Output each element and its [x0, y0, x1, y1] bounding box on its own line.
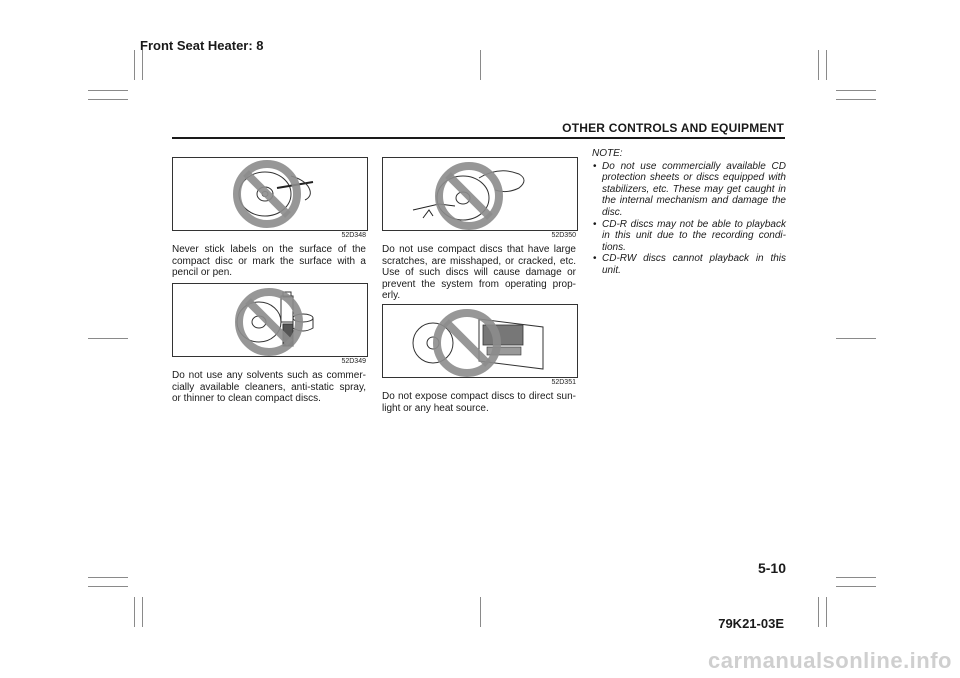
running-header: Front Seat Heater: 8 [140, 38, 264, 53]
figure-code: 52D349 [341, 358, 366, 365]
crop-mark [826, 597, 827, 627]
section-title: OTHER CONTROLS AND EQUIPMENT [562, 121, 784, 135]
figure-disc-heat [382, 304, 578, 378]
disc-heat-illustration [383, 305, 577, 377]
crop-mark [818, 50, 819, 80]
figure-disc-pen [172, 157, 368, 231]
watermark: carmanualsonline.info [708, 648, 952, 673]
figure-code: 52D348 [341, 232, 366, 239]
note-item: • CD-R discs may not be able to playback in this unit due to the recording condi-tions. [592, 219, 786, 254]
figure-disc-cracked [382, 157, 578, 231]
crop-mark [480, 597, 481, 627]
note-list [592, 161, 786, 277]
crop-mark [480, 50, 481, 80]
header-rule [172, 137, 785, 139]
crop-mark [836, 586, 876, 587]
page-number: 5-10 [757, 560, 786, 576]
paragraph: Do not expose compact discs to direct sun-light or any heat source. [382, 391, 576, 414]
crop-mark [836, 338, 876, 339]
paragraph: Do not use compact discs that have large scratches, are misshaped, or cracked, etc. Use of such discs will cause damage or prevent the system from operating prop-erly. [382, 244, 576, 302]
disc-pen-illustration [173, 158, 367, 230]
prohibition-icon [237, 164, 297, 224]
document-code: 79K21-03E [718, 616, 784, 631]
paragraph: Do not use any solvents such as commer-cially available cleaners, anti-static spray, or thinner to clean compact discs. [172, 370, 366, 405]
crop-mark [818, 597, 819, 627]
crop-mark [134, 597, 135, 627]
crop-mark [88, 338, 128, 339]
figure-disc-solvents [172, 283, 368, 357]
crop-mark [836, 577, 876, 578]
note-box [592, 148, 786, 277]
figure-code: 52D350 [551, 232, 576, 239]
crop-mark [88, 577, 128, 578]
prohibition-icon [439, 166, 499, 226]
crop-mark [88, 586, 128, 587]
crop-mark [836, 90, 876, 91]
crop-mark [836, 99, 876, 100]
crop-mark [142, 597, 143, 627]
crop-mark [826, 50, 827, 80]
crop-mark [88, 90, 128, 91]
note-title: NOTE: [592, 148, 623, 159]
disc-solvents-illustration [173, 284, 367, 356]
note-item: • CD-RW discs cannot playback in this unit. [592, 253, 786, 276]
crop-mark [88, 99, 128, 100]
figure-code: 52D351 [551, 379, 576, 386]
crop-mark [142, 50, 143, 80]
disc-cracked-illustration [383, 158, 577, 230]
crop-mark [134, 50, 135, 80]
note-item: • Do not use commercially available CD protection sheets or discs equipped with stabilizers, etc. These may get caught in the internal mechanism and damage the disc. [592, 161, 786, 219]
paragraph: Never stick labels on the surface of the compact disc or mark the surface with a pencil or pen. [172, 244, 366, 279]
